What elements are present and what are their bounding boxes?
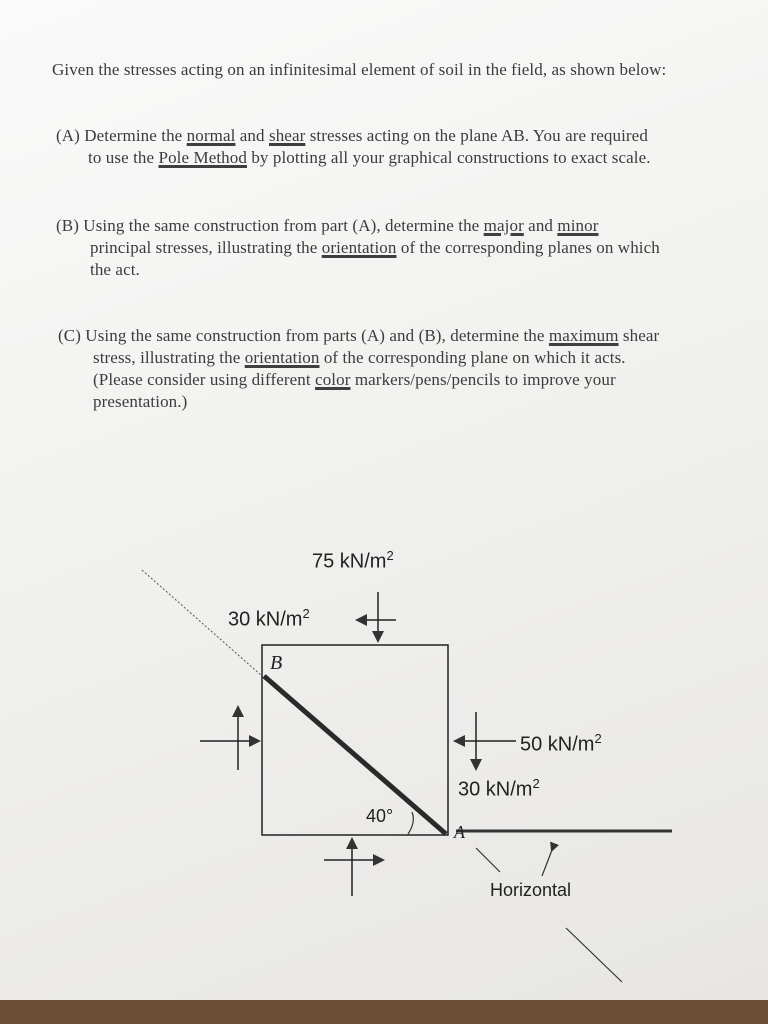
part-a-line-2: to use the Pole Method by plotting all your graphical constructions to exact scale. [88,148,651,167]
underlined-major: major [483,216,524,235]
part-c-line-1: (C) Using the same construction from parts (A) and (B), determine the maximum shear [58,326,660,345]
intro-text: Given the stresses acting on an infinitesimal element of soil in the field, as shown below: [52,60,667,79]
plane-extension-lower [566,928,622,982]
part-c-line-4: presentation.) [93,392,188,411]
part-b-line-3: the act. [90,260,140,279]
part-a-line-1: (A) Determine the normal and shear stresses acting on the plane AB. You are required [56,126,648,145]
underlined-minor: minor [557,216,599,235]
angle-label: 40° [366,806,394,826]
underlined-maximum: maximum [548,326,619,345]
pointer-line-left [476,848,500,872]
part-b-line-2: principal stresses, illustrating the orientation of the corresponding planes on which [90,238,660,257]
part-c-line-2: stress, illustrating the orientation of the corresponding plane on which it acts. [93,348,626,367]
point-b-label: B [270,652,283,674]
right-normal-stress-label: 50 $kN/m^2$ [520,731,602,756]
point-a-label: A [454,822,465,842]
top-normal-stress-label: 75 $kN/m^2$ [312,548,394,573]
underlined-color: color [315,370,351,389]
angle-arc [408,812,413,834]
underlined-orientation-c: orientation [244,348,320,367]
underlined-shear: shear [268,126,306,145]
part-b-line-1: (B) Using the same construction from part (A), determine the major and minor [56,216,599,235]
right-shear-stress-label: 30 $kN/m^2$ [458,776,540,801]
underlined-pole-method: Pole Method [158,148,247,167]
part-c-line-3: (Please consider using different color markers/pens/pencils to improve your [93,370,616,389]
top-shear-stress-label: 30 $kN/m^2$ [228,606,310,631]
pointer-line-right [542,850,552,876]
horizontal-label: Horizontal [490,880,572,900]
underlined-normal: normal [186,126,236,145]
soil-element-box [262,645,448,835]
plane-ab-line [264,676,446,834]
underlined-orientation-b: orientation [321,238,397,257]
